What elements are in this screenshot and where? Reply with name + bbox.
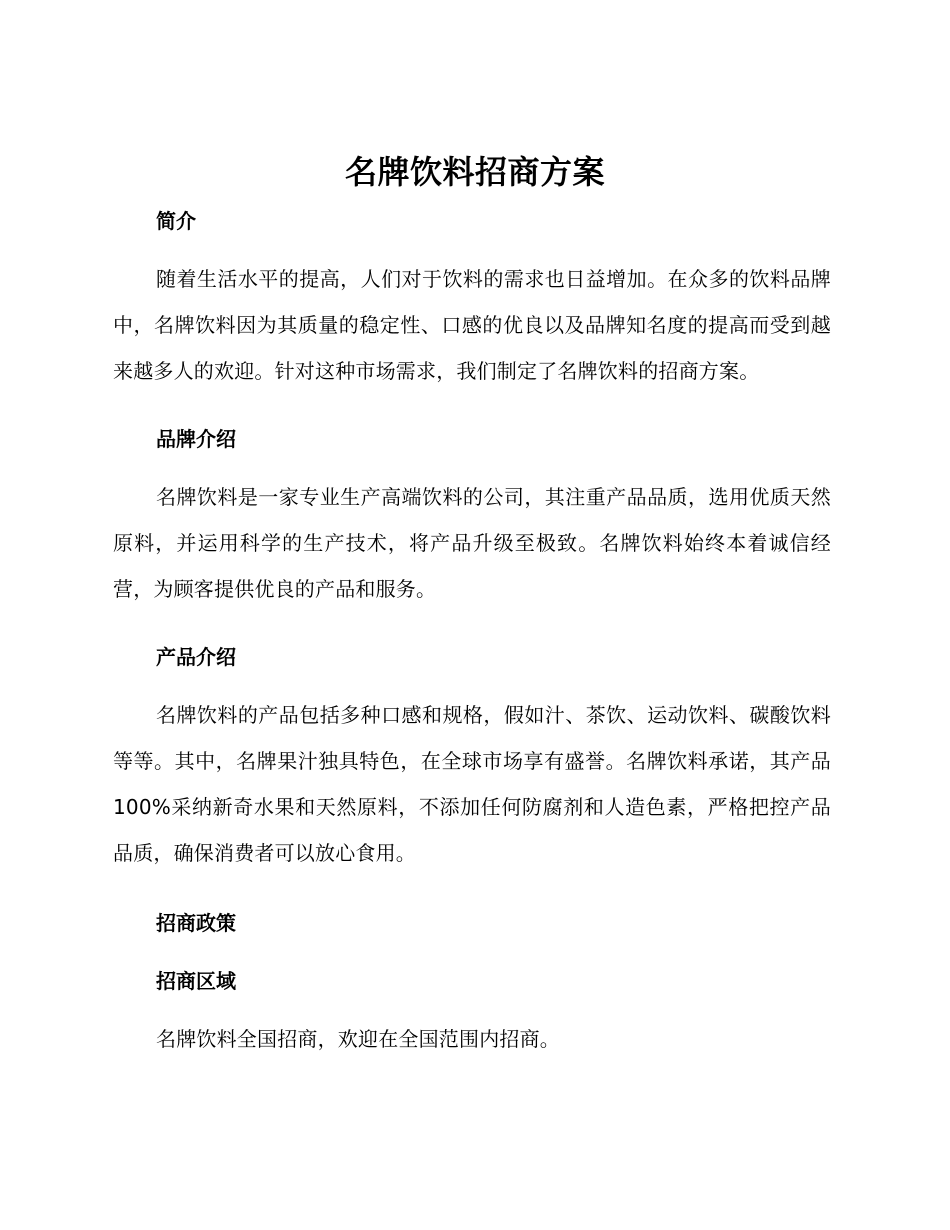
section-body-intro: 随着生活水平的提高，人们对于饮料的需求也日益增加。在众多的饮料品牌中，名牌饮料因为其质量的稳定性、口感的优良以及品牌知名度的提高而受到越来越多人的欢迎。针对这种市场需求，我们制定了名牌饮料的招商方案。 <box>113 267 831 383</box>
document-body <box>113 202 831 1062</box>
section-heading-policy: 招商政策 <box>156 911 236 935</box>
section-body-region: 名牌饮料全国招商，欢迎在全国范围内招商。 <box>156 1027 560 1051</box>
document-title: 名牌饮料招商方案 <box>344 153 605 191</box>
section-body-product: 名牌饮料的产品包括多种口感和规格，假如汁、茶饮、运动饮料、碳酸饮料等等。其中，名牌果汁独具特色，在全球市场享有盛誉。名牌饮料承诺，其产品 100%采纳新奇水果和天然原料，不添加任何防腐剂和人造色素，严格把控产品品质，确保消费者可以放心食用。 <box>113 703 831 865</box>
section-body-brand: 名牌饮料是一家专业生产高端饮料的公司，其注重产品品质，选用优质天然原料，并运用科学的生产技术，将产品升级至极致。名牌饮料始终本着诚信经营，为顾客提供优良的产品和服务。 <box>113 485 831 601</box>
section-heading-region: 招商区域 <box>156 969 236 993</box>
section-heading-intro: 简介 <box>156 209 196 233</box>
section-heading-product: 产品介绍 <box>156 645 236 669</box>
section-heading-brand: 品牌介绍 <box>156 427 236 451</box>
